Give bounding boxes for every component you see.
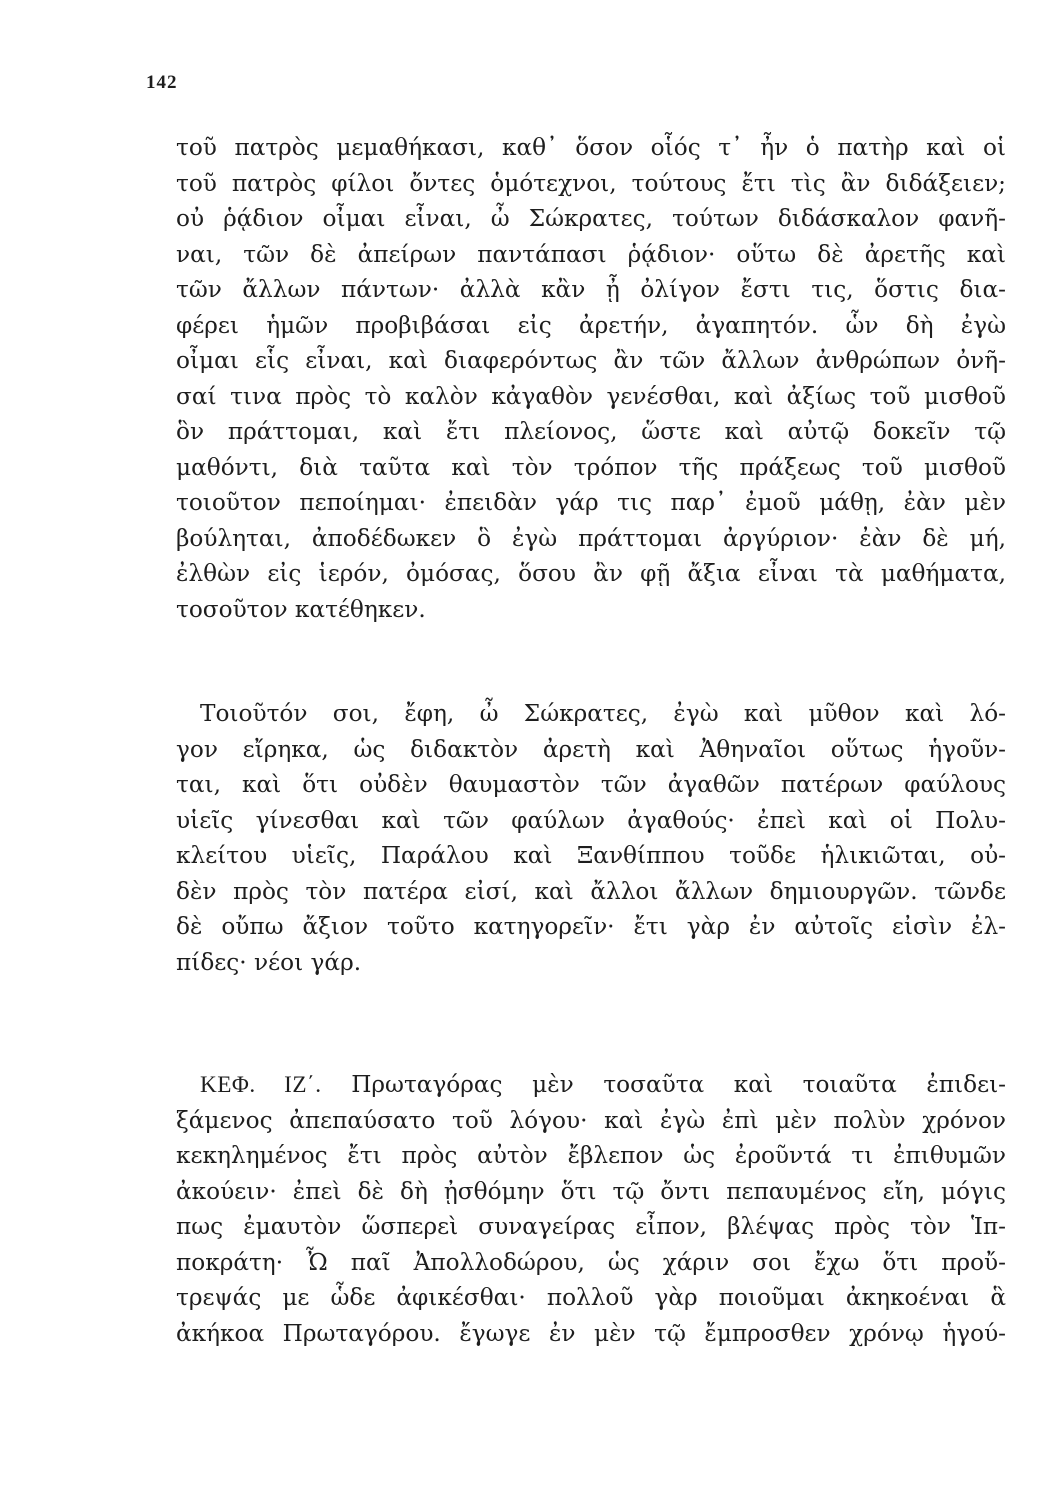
text-line: ἀκούειν· ἐπεὶ δὲ δὴ ᾐσθόμην ὅτι τῷ ὄντι πεπαυμένος εἴη, μόγις bbox=[176, 1177, 1006, 1205]
text-line: πως ἐμαυτὸν ὥσπερεὶ συναγείρας εἶπον, βλέψας πρὸς τὸν Ἱπ- bbox=[176, 1213, 1006, 1240]
text-line: οὐ ῥᾴδιον οἶμαι εἶναι, ὦ Σώκρατες, τούτων διδάσκαλον φανῆ- bbox=[176, 205, 1006, 232]
chapter-heading: ΚΕΦ. ΙΖ΄. bbox=[200, 1072, 322, 1098]
text-line: μαθόντι, διὰ ταῦτα καὶ τὸν τρόπον τῆς πράξεως τοῦ μισθοῦ bbox=[176, 453, 1006, 481]
text-line: ξάμενος ἀπεπαύσατο τοῦ λόγου· καὶ ἐγὼ ἐπὶ μὲν πολὺν χρόνον bbox=[176, 1106, 1006, 1134]
text-line: πίδες· νέοι γάρ. bbox=[176, 948, 362, 976]
text-line: τῶν ἄλλων πάντων· ἀλλὰ κἂν ᾖ ὀλίγον ἔστι τις, ὅστις δια- bbox=[176, 276, 1006, 303]
text-line: δὲ οὔπω ἄξιον τοῦτο κατηγορεῖν· ἔτι γὰρ ἐν αὐτοῖς εἰσὶν ἐλ- bbox=[176, 913, 1006, 940]
text-line: τοῦ πατρὸς μεμαθήκασι, καθ᾽ ὅσον οἷός τ᾽ ἦν ὁ πατὴρ καὶ οἱ bbox=[176, 134, 1006, 161]
text-line: φέρει ἡμῶν προβιβάσαι εἰς ἀρετήν, ἀγαπητόν. ὧν δὴ ἐγὼ bbox=[176, 311, 1006, 339]
text-line: σαί τινα πρὸς τὸ καλὸν κἀγαθὸν γενέσθαι, καὶ ἀξίως τοῦ μισθοῦ bbox=[176, 382, 1006, 410]
text-line: τοσοῦτον κατέθηκεν. bbox=[176, 595, 426, 623]
page-number: 142 bbox=[146, 72, 178, 93]
text-line: ἀκήκοα Πρωταγόρου. ἔγωγε ἐν μὲν τῷ ἔμπροσθεν χρόνῳ ἡγού- bbox=[176, 1319, 1006, 1347]
text-line: οἶμαι εἷς εἶναι, καὶ διαφερόντως ἂν τῶν ἄλλων ἀνθρώπων ὀνῆ- bbox=[176, 347, 1006, 374]
text-line: τρεψάς με ὧδε ἀφικέσθαι· πολλοῦ γὰρ ποιοῦμαι ἀκηκοέναι ἃ bbox=[176, 1284, 1006, 1311]
text-line: τοῦ πατρὸς φίλοι ὄντες ὁμότεχνοι, τούτους ἔτι τὶς ἂν διδάξειεν; bbox=[176, 169, 1006, 197]
text-line: ποκράτη· Ὦ παῖ Ἀπολλοδώρου, ὡς χάριν σοι ἔχω ὅτι προὔ- bbox=[176, 1248, 1006, 1276]
text-line: βούληται, ἀποδέδωκεν ὃ ἐγὼ πράττομαι ἀργύριον· ἐὰν δὲ μή, bbox=[176, 524, 1006, 552]
chapter-first-line-text: Πρωταγόρας μὲν τοσαῦτα καὶ τοιαῦτα ἐπιδει- bbox=[351, 1071, 1007, 1098]
paragraph-3 bbox=[176, 1067, 1006, 1351]
text-line: γον εἴρηκα, ὡς διδακτὸν ἀρετὴ καὶ Ἀθηναῖοι οὕτως ἡγοῦν- bbox=[176, 735, 1006, 763]
text-line: ὃν πράττομαι, καὶ ἔτι πλείονος, ὥστε καὶ αὐτῷ δοκεῖν τῷ bbox=[176, 418, 1006, 445]
text-line: δὲν πρὸς τὸν πατέρα εἰσί, καὶ ἄλλοι ἄλλων δημιουργῶν. τῶνδε bbox=[176, 877, 1006, 905]
text-line: ται, καὶ ὅτι οὐδὲν θαυμαστὸν τῶν ἀγαθῶν πατέρων φαύλους bbox=[176, 771, 1006, 798]
paragraph-1 bbox=[176, 130, 1006, 627]
text-line: ναι, τῶν δὲ ἀπείρων παντάπασι ῥᾴδιον· οὕτω δὲ ἀρετῆς καὶ bbox=[176, 240, 1006, 268]
text-line: κλείτου υἱεῖς, Παράλου καὶ Ξανθίππου τοῦδε ἡλικιῶται, οὐ- bbox=[176, 842, 1006, 869]
chapter-first-line bbox=[176, 1067, 1006, 1103]
text-line: κεκηλημένος ἔτι πρὸς αὐτὸν ἔβλεπον ὡς ἐροῦντά τι ἐπιθυμῶν bbox=[176, 1142, 1006, 1169]
text-line: Τοιοῦτόν σοι, ἔφη, ὦ Σώκρατες, ἐγὼ καὶ μῦθον καὶ λό- bbox=[200, 700, 1006, 727]
text-line: τοιοῦτον πεποίημαι· ἐπειδὰν γάρ τις παρ᾽ ἐμοῦ μάθῃ, ἐὰν μὲν bbox=[176, 489, 1006, 516]
text-line: ἐλθὼν εἰς ἱερόν, ὀμόσας, ὅσου ἂν φῇ ἄξια εἶναι τὰ μαθήματα, bbox=[176, 560, 1006, 587]
paragraph-2 bbox=[176, 696, 1006, 980]
text-line: υἱεῖς γίνεσθαι καὶ τῶν φαύλων ἀγαθούς· ἐπεὶ καὶ οἱ Πολυ- bbox=[176, 806, 1006, 834]
